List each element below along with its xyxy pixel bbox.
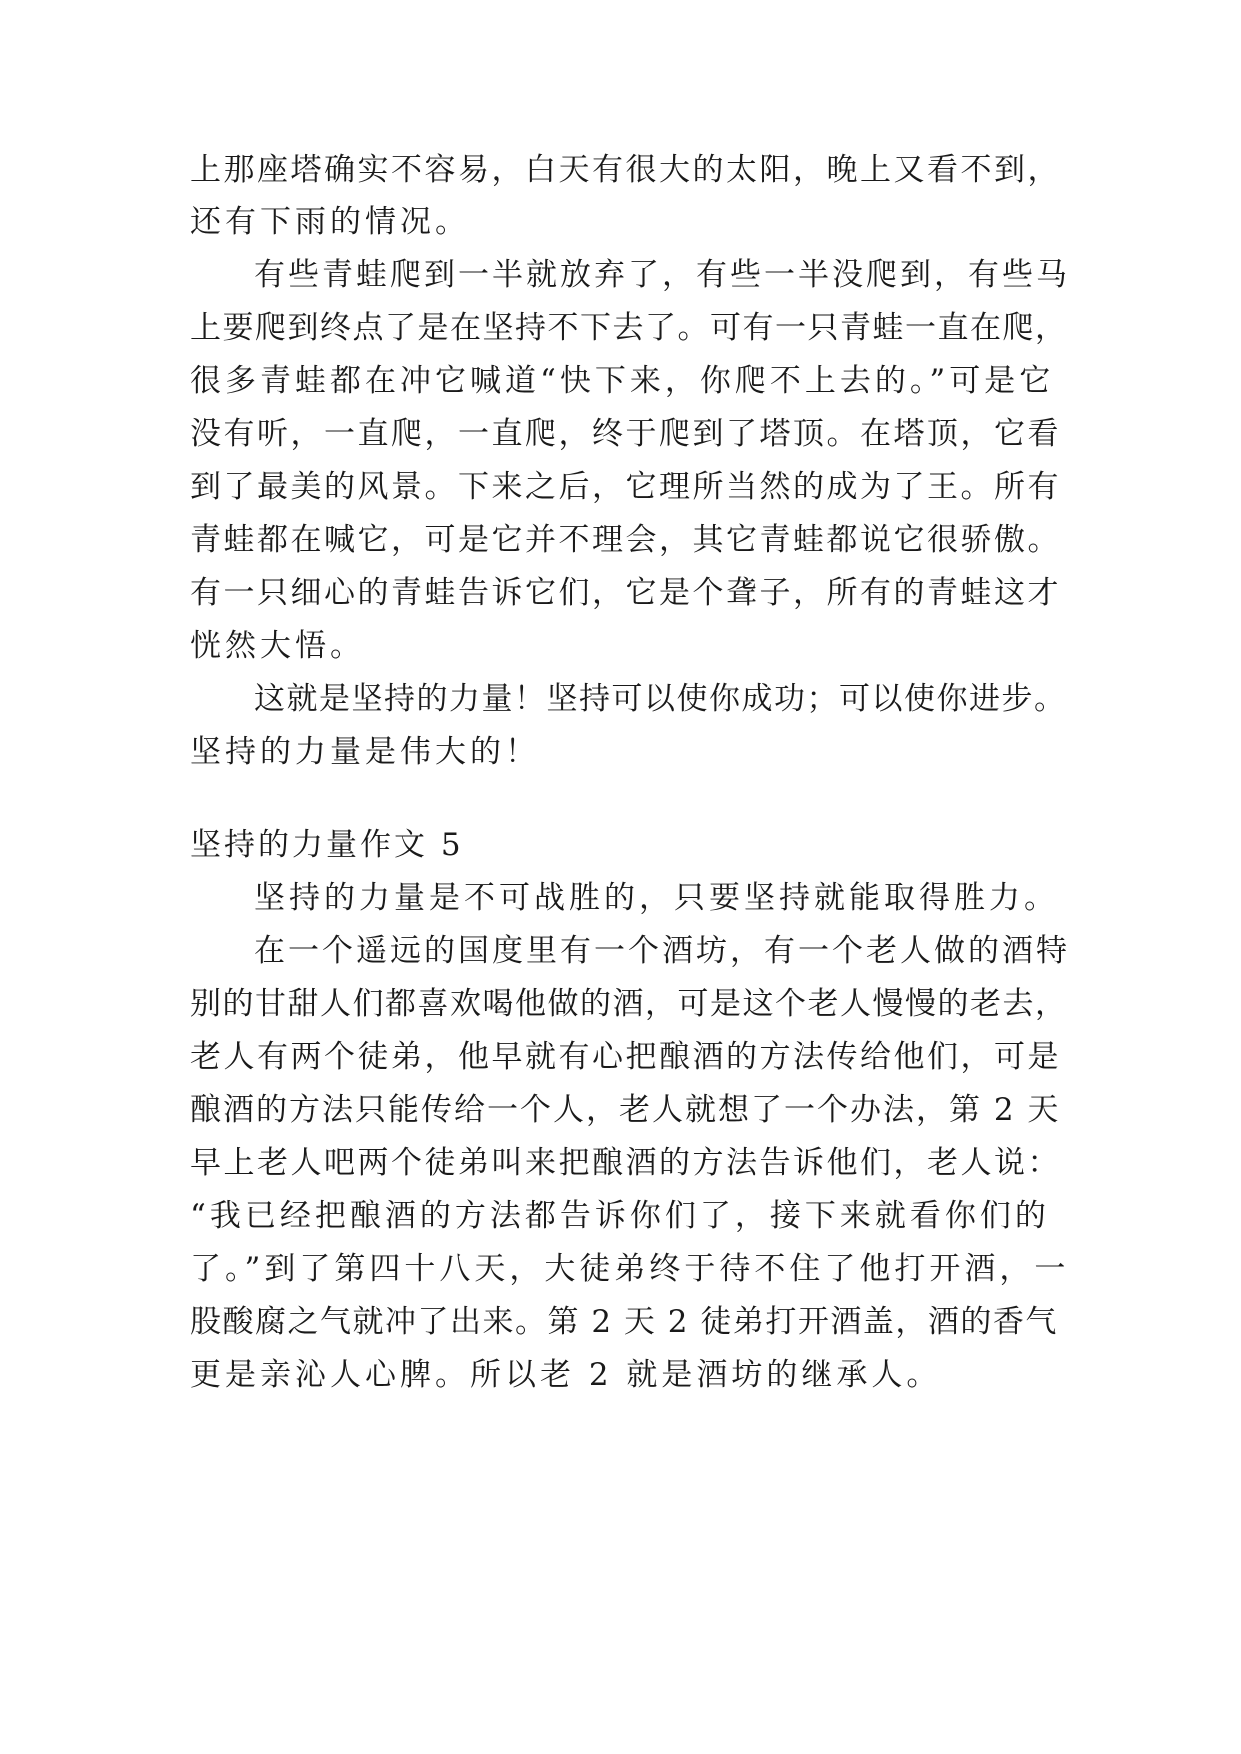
text-line: 恍然大悟。 <box>190 628 365 664</box>
text-line: 坚持的力量是伟大的！ <box>190 734 540 770</box>
text-line: 有一只细心的青蛙告诉它们，它是个聋子，所有的青蛙这才 <box>190 575 1061 611</box>
text-line: 还有下雨的情况。 <box>190 204 470 240</box>
text-line: 没有听，一直爬，一直爬，终于爬到了塔顶。在塔顶，它看 <box>190 416 1061 452</box>
text-line: 到了最美的风景。下来之后，它理所当然的成为了王。所有 <box>190 469 1061 505</box>
text-line: 有些青蛙爬到一半就放弃了，有些一半没爬到，有些马 <box>254 257 1070 293</box>
text-line: 酿酒的方法只能传给一个人，老人就想了一个办法，第 2 天 <box>190 1092 1061 1128</box>
text-line: 更是亲沁人心脾。所以老 2 就是酒坊的继承人。 <box>190 1357 942 1393</box>
text-line: 青蛙都在喊它，可是它并不理会，其它青蛙都说它很骄傲。 <box>190 522 1061 558</box>
text-line: 早上老人吧两个徒弟叫来把酿酒的方法告诉他们，老人说： <box>190 1145 1061 1181</box>
text-line: 了。”到了第四十八天，大徒弟终于待不住了他打开酒，一 <box>190 1251 1070 1287</box>
text-line: 老人有两个徒弟，他早就有心把酿酒的方法传给他们，可是 <box>190 1039 1061 1075</box>
text-line: 上要爬到终点了是在坚持不下去了。可有一只青蛙一直在爬， <box>190 310 1068 346</box>
text-line: 这就是坚持的力量！坚持可以使你成功；可以使你进步。 <box>254 681 1067 717</box>
text-line: 别的甘甜人们都喜欢喝他做的酒，可是这个老人慢慢的老去， <box>190 986 1068 1022</box>
text-line: 在一个遥远的国度里有一个酒坊，有一个老人做的酒特 <box>254 933 1070 969</box>
text-line: 股酸腐之气就冲了出来。第 2 天 2 徒弟打开酒盖，酒的香气 <box>190 1304 1058 1340</box>
text-line: 很多青蛙都在冲它喊道“快下来，你爬不上去的。”可是它 <box>190 363 1055 399</box>
text-line: 坚持的力量是不可战胜的，只要坚持就能取得胜力。 <box>254 880 1059 916</box>
text-line: “我已经把酿酒的方法都告诉你们了，接下来就看你们的 <box>190 1198 1050 1234</box>
section-heading: 坚持的力量作文 5 <box>190 827 464 863</box>
text-line: 上那座塔确实不容易，白天有很大的太阳，晚上又看不到， <box>190 152 1061 188</box>
